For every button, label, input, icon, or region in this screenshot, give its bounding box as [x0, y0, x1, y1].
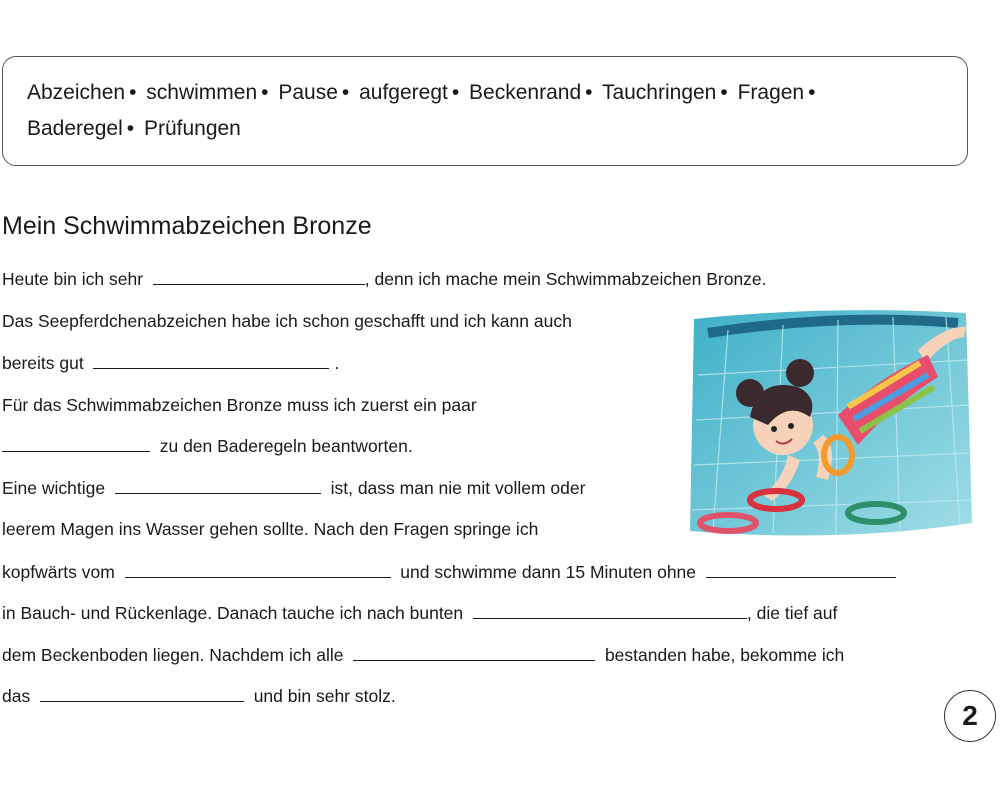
text-segment: , denn ich mache mein Schwimmabzeichen Bronze.	[364, 269, 767, 289]
bullet-separator: •	[451, 81, 460, 104]
bullet-separator: •	[720, 81, 728, 104]
bullet-separator: •	[341, 81, 350, 104]
answer-blank[interactable]	[115, 478, 321, 494]
word-bank-item: Pause	[278, 81, 338, 104]
bullet-separator: •	[808, 81, 816, 104]
bullet-separator: •	[129, 81, 137, 104]
answer-blank[interactable]	[40, 686, 244, 702]
answer-blank[interactable]	[2, 436, 150, 452]
text-segment: kopfwärts vom	[2, 562, 115, 582]
text-segment: das	[2, 686, 31, 706]
bullet-separator: •	[261, 81, 269, 104]
text-segment: Heute bin ich sehr	[2, 269, 144, 289]
word-bank-item: Baderegel	[27, 117, 123, 140]
text-segment: bereits gut	[2, 353, 84, 373]
text-line: Das Seepferdchenabzeichen habe ich schon geschafft und ich kann auch	[2, 311, 572, 331]
text-segment: und schwimme dann 15 Minuten ohne	[400, 562, 697, 582]
word-bank-item: Beckenrand	[469, 81, 582, 104]
word-bank-item: Abzeichen	[27, 81, 126, 104]
text-segment: dem Beckenboden liegen. Nachdem ich alle	[2, 645, 344, 665]
text-line	[2, 268, 767, 290]
text-line: Für das Schwimmabzeichen Bronze muss ich zuerst ein paar	[2, 395, 477, 415]
text-segment: bestanden habe, bekomme ich	[604, 645, 845, 665]
text-line	[2, 477, 585, 499]
answer-blank[interactable]	[706, 562, 896, 578]
answer-blank[interactable]	[125, 562, 391, 578]
text-line	[2, 435, 413, 457]
bullet-separator: •	[126, 117, 135, 140]
bullet-separator: •	[585, 81, 593, 104]
text-segment: .	[334, 353, 340, 373]
answer-blank[interactable]	[153, 269, 365, 285]
text-segment: zu den Baderegeln beantworten.	[159, 436, 413, 456]
page-title: Mein Schwimmabzeichen Bronze	[2, 212, 372, 240]
answer-blank[interactable]	[473, 603, 747, 619]
text-line	[2, 685, 396, 707]
text-line: leerem Magen ins Wasser gehen sollte. Nach den Fragen springe ich	[2, 519, 539, 539]
word-bank-item: Fragen	[737, 81, 805, 104]
word-bank-item: schwimmen	[146, 81, 258, 104]
text-segment: , die tief auf	[746, 603, 838, 623]
text-segment: ist, dass man nie mit vollem oder	[330, 478, 586, 498]
text-segment: Eine wichtige	[2, 478, 106, 498]
word-bank-item: Tauchringen	[601, 81, 717, 104]
text-line	[2, 644, 844, 666]
text-line	[2, 352, 339, 374]
answer-blank[interactable]	[353, 645, 595, 661]
text-segment: in Bauch- und Rückenlage. Danach tauche ich nach bunten	[2, 603, 464, 623]
answer-blank[interactable]	[93, 353, 329, 369]
text-segment: und bin sehr stolz.	[253, 686, 396, 706]
swimming-girl-illustration	[688, 305, 973, 540]
word-bank-item: Prüfungen	[143, 117, 241, 140]
word-bank-item: aufgeregt	[359, 81, 448, 104]
text-line	[2, 602, 837, 624]
text-line	[2, 561, 896, 583]
word-bank-box	[2, 56, 968, 166]
page-number-badge: 2	[944, 690, 996, 742]
